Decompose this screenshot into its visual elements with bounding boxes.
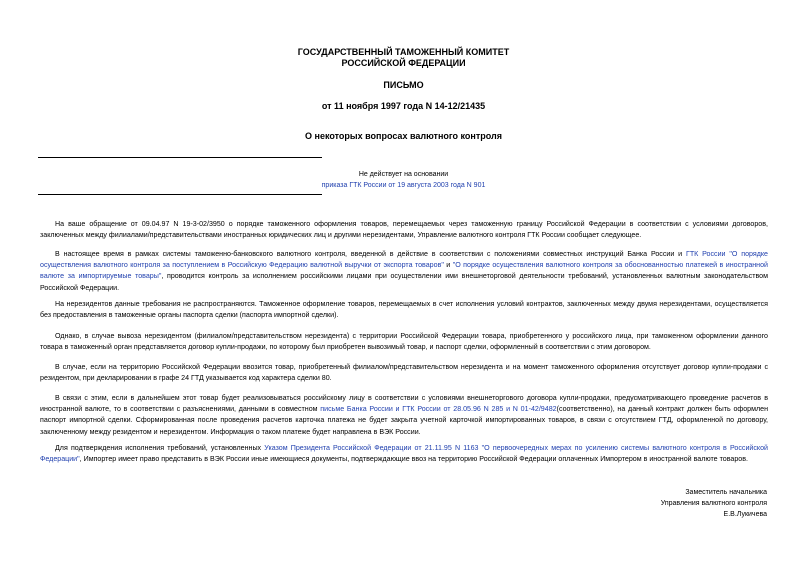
paragraph-6-text-a: В связи с этим, если в дальнейшем этот товар будет реализовываться российскому лицу в соответствии с условиями внешнеторгового договора купли-продажи, предусматривающего проведение расчетов в иностранной валюте, то в соответствии с разъяснениями, данными в совместном xyxy=(40,394,768,414)
divider-top xyxy=(38,157,322,158)
paragraph-2-text-c: , проводится контроль за исполнением российскими лицами при осуществлении ими внешнеторговой деятельности требований, установленных валютным законодательством Российской Федерации. xyxy=(40,272,768,292)
link-presidential-decree[interactable]: Указом Президента Российской Федерации от 21.11.95 N 1163 "О первоочередных мерах по усилению системы валютного контроля в Российской Федерации" xyxy=(40,444,769,464)
document-subject: О некоторых вопросах валютного контроля xyxy=(305,131,502,141)
document-status xyxy=(0,169,807,191)
paragraph-7-text-a: Для подтверждения исполнения требований, установленных xyxy=(55,444,265,452)
document-date-number: от 11 ноября 1997 года N 14-12/21435 xyxy=(321,101,486,111)
paragraph-2 xyxy=(40,249,768,294)
status-text: Не действует на основании xyxy=(358,171,449,178)
paragraph-7 xyxy=(40,443,768,465)
paragraph-2-text-b: и xyxy=(443,261,453,270)
signatory-department: Управления валютного контроля xyxy=(660,500,767,507)
document-type: ПИСЬМО xyxy=(383,80,424,90)
paragraph-2-text-a: В настоящее время в рамках системы таможенно-банковского валютного контроля, введенной в действие в соответствии с положениями совместных инструкций Банка России и xyxy=(55,250,686,258)
paragraph-1: На ваше обращение от 09.04.97 N 19-3-02/3950 о порядке таможенного оформления товаров, перемещаемых через таможенную границу Российской Федерации в соответствии с условиями договоров, заключенных между филиалами/представительствами иностранных юридических лиц и другими нерезидентами, Управление валютного контроля ГТК России сообщает следующее. xyxy=(40,220,768,240)
paragraph-5: В случае, если на территорию Российской Федерации ввозится товар, приобретенный филиалом/представительством нерезидента и на момент таможенного оформления отсутствует договор купли-продажи с резидентом, при декларировании в графе 24 ГТД указывается код характера сделки 80. xyxy=(40,363,768,383)
link-instruction-export[interactable]: ГТК России "О порядке осуществления валютного контроля за поступлением в Российскую Федерацию валютной выручки от экспорта товаров" xyxy=(40,250,768,270)
link-instruction-import[interactable]: "О порядке осуществления валютного контроля за обоснованностью платежей в иностранной валюте за импортируемые товары" xyxy=(40,261,769,281)
signatory-name: Е.В.Лукичева xyxy=(723,511,767,518)
paragraph-6 xyxy=(40,393,768,438)
status-link[interactable]: приказа ГТК России от 19 августа 2003 года N 901 xyxy=(321,182,486,189)
issuing-organization xyxy=(0,47,807,69)
paragraph-4: Однако, в случае вывоза нерезидентом (филиалом/представительством нерезидента) с территории Российской Федерации товара, приобретенного у российского лица, при таможенном оформлении данного товара в таможенный орган представляется договор купли-продажи, по которому был приобретен вывозимый товар, и паспорт сделки, оформленный в соответствии с этим договором. xyxy=(40,332,768,352)
org-line-1: ГОСУДАРСТВЕННЫЙ ТАМОЖЕННЫЙ КОМИТЕТ xyxy=(297,47,510,57)
paragraph-6-text-b: (соответственно), на данный контракт должен быть оформлен паспорт импортной сделки. Сформированная после проведения расчетов карточка платежа не будет закрыта учетной карточкой импортированных товаров, в связи с отсутствием ГТД, оформленной по договору, заключенному между резидентом и нерезидентом. Информация о таком платеже будет направлена в ВЭК России. xyxy=(40,405,769,436)
signature-block xyxy=(661,487,767,520)
paragraph-7-text-b: , Импортер имеет право представить в ВЭК России иные имеющиеся документы, подтверждающие ввоз на территорию Российской Федерации оплаченных Импортером в иностранной валюте товаров. xyxy=(79,455,748,464)
org-line-2: РОССИЙСКОЙ ФЕДЕРАЦИИ xyxy=(341,58,466,68)
divider-bottom xyxy=(38,194,322,195)
signatory-position: Заместитель начальника xyxy=(685,489,767,496)
paragraph-3: На нерезидентов данные требования не распространяются. Таможенное оформление товаров, перемещаемых в счет исполнения условий контрактов, заключенных между двумя нерезидентами, осуществляется без предоставления в таможенные органы паспорта сделки (паспорта импортной сделки). xyxy=(40,300,768,320)
link-joint-letter[interactable]: письме Банка России и ГТК России от 28.05.96 N 285 и N 01-42/9482 xyxy=(320,405,557,414)
